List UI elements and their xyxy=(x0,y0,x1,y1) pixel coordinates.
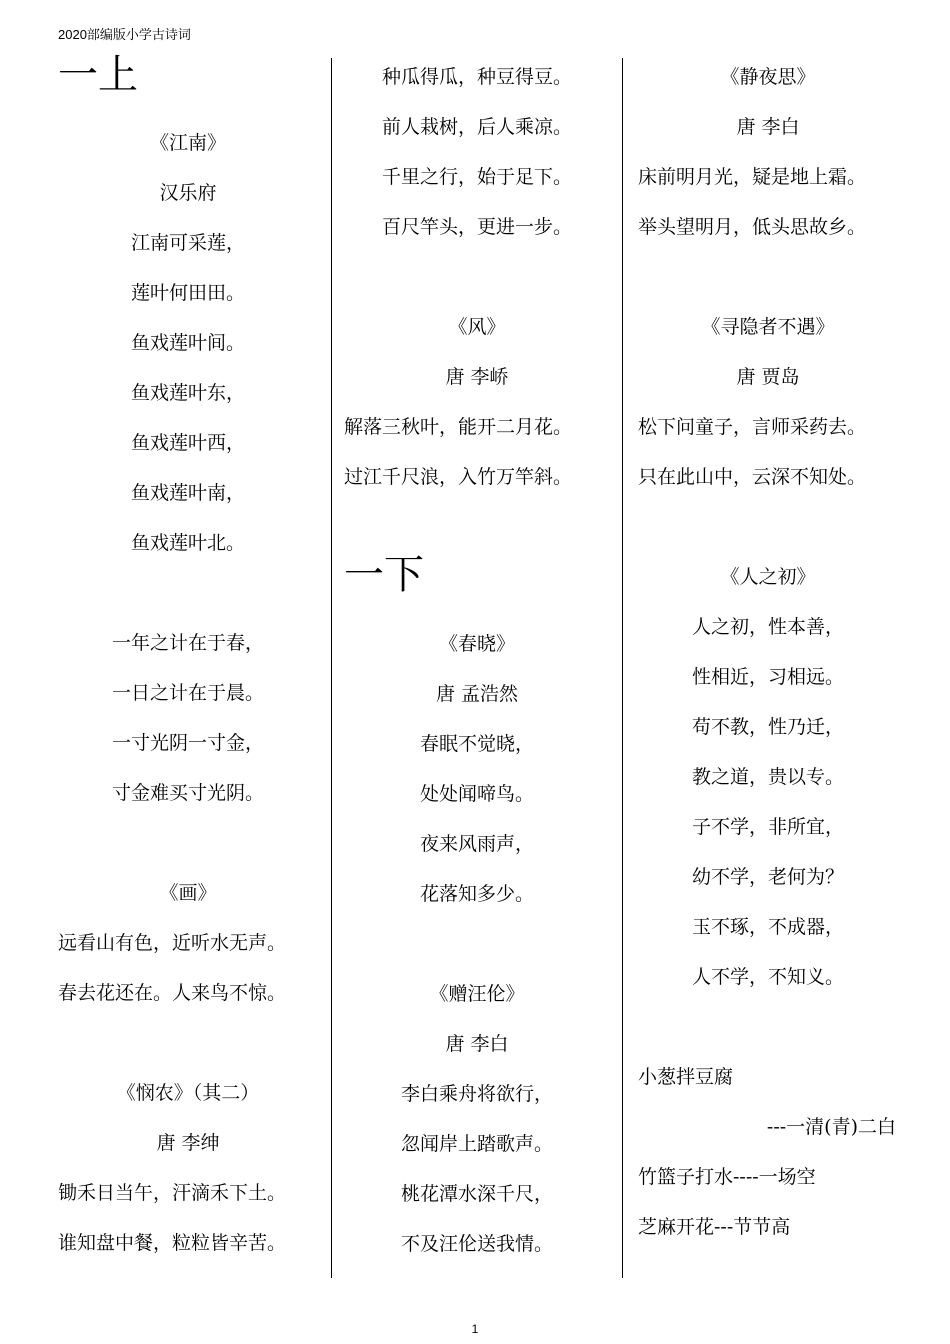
poem-line: 教之道，贵以专。 xyxy=(691,766,844,788)
poem-author-minnong: 唐 李绅 xyxy=(156,1132,220,1154)
poem-line: 不及汪伦送我情。 xyxy=(400,1233,553,1255)
poem-line: 玉不琢，不成器， xyxy=(691,916,844,938)
poem-line: 谁知盘中餐，粒粒皆辛苦。 xyxy=(58,1232,287,1254)
poem-line: 鱼戏莲叶东， xyxy=(130,382,245,404)
section-title-grade1-first: 一上 xyxy=(58,52,138,98)
poem-author-zengwanglun: 唐 李白 xyxy=(445,1033,509,1055)
poem-line: 只在此山中，云深不知处。 xyxy=(638,466,867,488)
proverb-line: 千里之行，始于足下。 xyxy=(381,166,572,188)
poem-title-zengwanglun: 《赠汪伦》 xyxy=(429,983,525,1005)
poem-line: 人不学，不知义。 xyxy=(691,966,844,988)
poem-title-jiangnan: 《江南》 xyxy=(149,132,226,154)
xiehouyu-line: 芝麻开花---节节高 xyxy=(638,1216,791,1238)
poem-title-chunxiao: 《春晓》 xyxy=(438,633,515,655)
poem-title-renzhichu: 《人之初》 xyxy=(720,566,816,588)
xiehouyu-line: 小葱拌豆腐 xyxy=(638,1066,734,1088)
poem-title-jingyesi: 《静夜思》 xyxy=(720,66,816,88)
poem-author-chunxiao: 唐 孟浩然 xyxy=(435,683,519,705)
poem-line: 人之初，性本善， xyxy=(691,616,844,638)
poem-line: 江南可采莲， xyxy=(130,232,245,254)
poem-line: 鱼戏莲叶西， xyxy=(130,432,245,454)
poem-line: 举头望明月，低头思故乡。 xyxy=(638,216,867,238)
poem-author-feng: 唐 李峤 xyxy=(445,366,509,388)
poem-line: 锄禾日当午，汗滴禾下土。 xyxy=(58,1182,287,1204)
proverb-line: 种瓜得瓜，种豆得豆。 xyxy=(381,66,572,88)
saying-line: 一日之计在于晨。 xyxy=(111,682,264,704)
saying-line: 一年之计在于春， xyxy=(111,632,264,654)
xiehouyu-line: 竹篮子打水----一场空 xyxy=(638,1166,816,1188)
poem-line: 处处闻啼鸟。 xyxy=(419,783,534,805)
poem-line: 过江千尺浪，入竹万竿斜。 xyxy=(344,466,573,488)
poem-line: 春眠不觉晓， xyxy=(419,733,534,755)
section-title-grade1-second: 一下 xyxy=(344,552,424,598)
page-number: 1 xyxy=(471,1322,479,1336)
page-header: 2020部编版小学古诗词 xyxy=(58,27,191,42)
proverb-line: 百尺竿头，更进一步。 xyxy=(381,216,572,238)
poem-line: 桃花潭水深千尺， xyxy=(400,1183,553,1205)
saying-line: 寸金难买寸光阴。 xyxy=(111,782,264,804)
poem-title-minnong: 《悯农》（其二） xyxy=(116,1082,260,1104)
poem-line: 鱼戏莲叶间。 xyxy=(130,332,245,354)
poem-author-jiangnan: 汉乐府 xyxy=(159,182,217,204)
column-divider-left xyxy=(331,58,332,1278)
poem-line: 苟不教，性乃迁， xyxy=(691,716,844,738)
column-divider-right xyxy=(622,58,623,1278)
column-3 xyxy=(632,52,904,1252)
poem-line: 远看山有色，近听水无声。 xyxy=(58,932,287,954)
proverb-line: 前人栽树，后人乘凉。 xyxy=(381,116,572,138)
poem-line: 子不学，非所宜， xyxy=(691,816,844,838)
poem-title-hua: 《画》 xyxy=(159,882,217,904)
poem-line: 松下问童子，言师采药去。 xyxy=(638,416,867,438)
poem-line: 忽闻岸上踏歌声。 xyxy=(400,1133,553,1155)
poem-line: 性相近，习相远。 xyxy=(691,666,844,688)
poem-author-xunyin: 唐 贾岛 xyxy=(736,366,800,388)
poem-line: 床前明月光，疑是地上霜。 xyxy=(638,166,867,188)
poem-line: 鱼戏莲叶北。 xyxy=(130,532,245,554)
column-2 xyxy=(338,52,616,1269)
saying-line: 一寸光阴一寸金， xyxy=(111,732,264,754)
poem-title-feng: 《风》 xyxy=(448,316,506,338)
poem-author-jingyesi: 唐 李白 xyxy=(736,116,800,138)
column-1 xyxy=(52,52,324,1268)
poem-line: 春去花还在。人来鸟不惊。 xyxy=(58,982,287,1004)
poem-line: 花落知多少。 xyxy=(419,883,534,905)
poem-line: 夜来风雨声， xyxy=(419,833,534,855)
poem-line: 莲叶何田田。 xyxy=(130,282,245,304)
xiehouyu-answer: ---一清(青)二白 xyxy=(766,1116,896,1138)
poem-line: 鱼戏莲叶南， xyxy=(130,482,245,504)
poem-line: 李白乘舟将欲行， xyxy=(400,1083,553,1105)
poem-line: 解落三秋叶，能开二月花。 xyxy=(344,416,573,438)
poem-title-xunyin: 《寻隐者不遇》 xyxy=(701,316,835,338)
poem-line: 幼不学，老何为？ xyxy=(691,866,844,888)
